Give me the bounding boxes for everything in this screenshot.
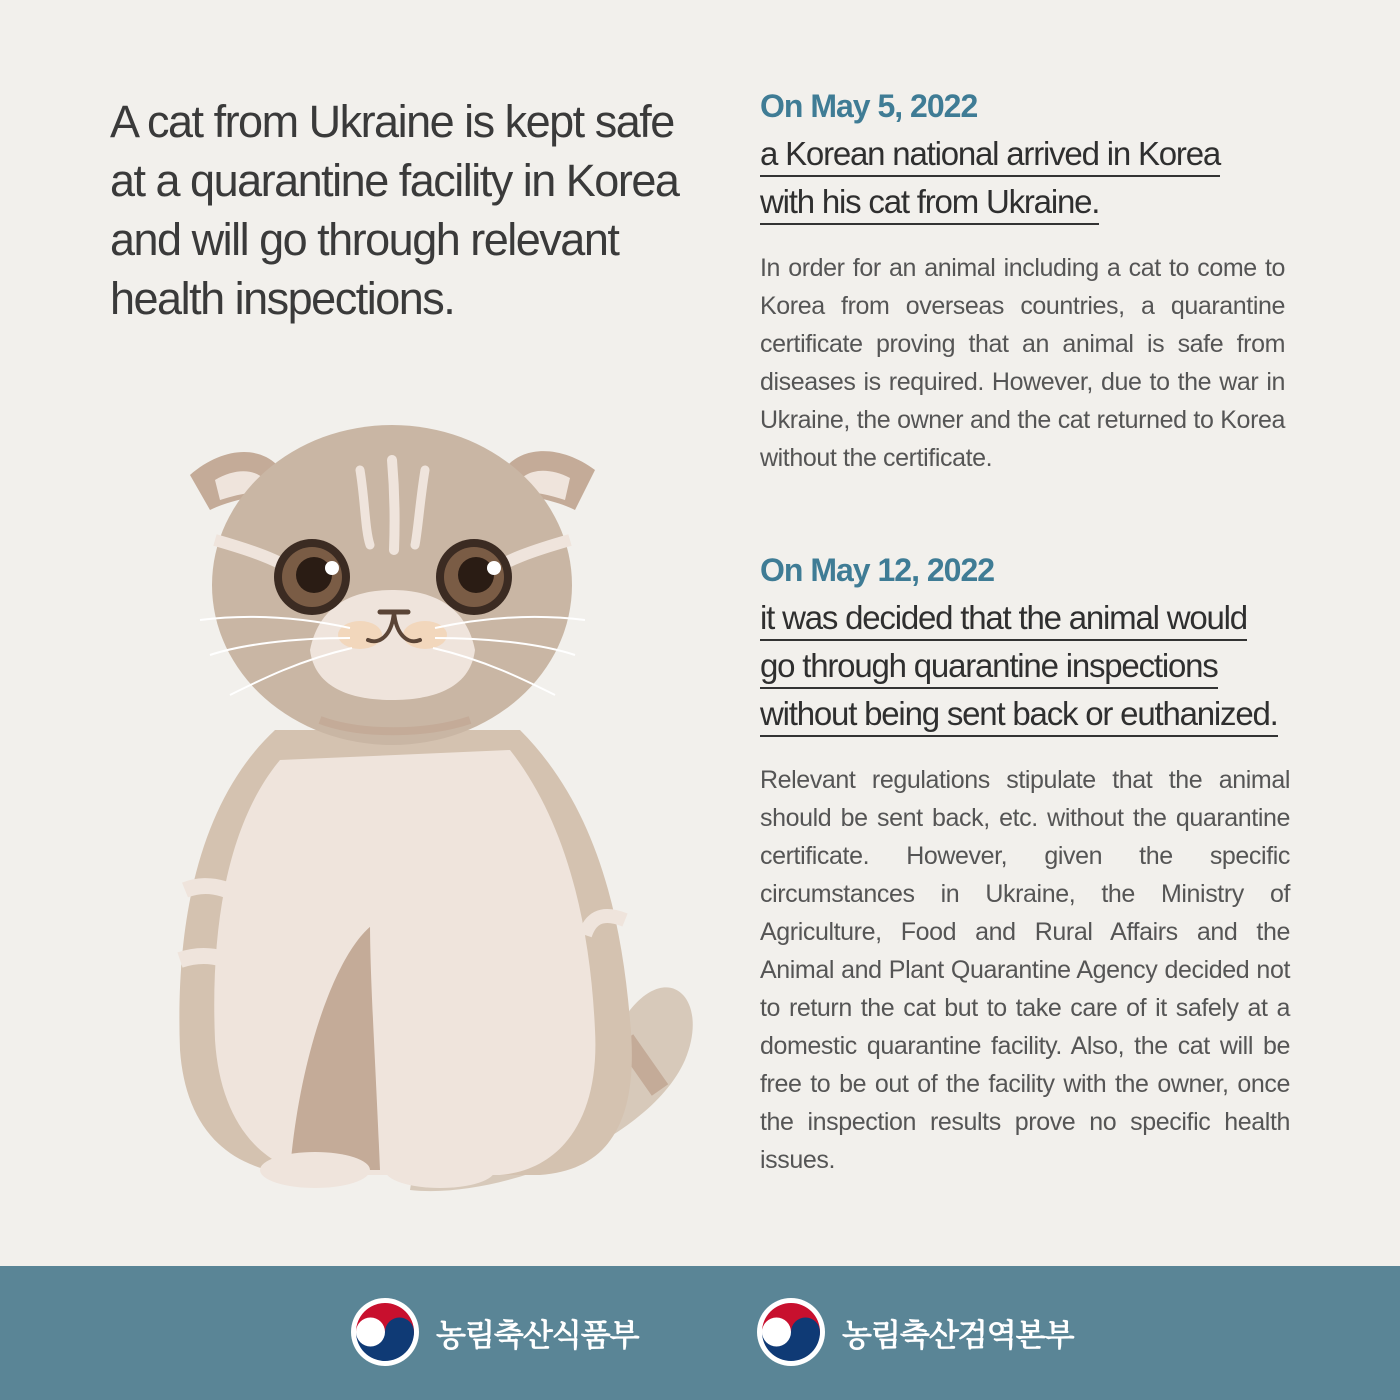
section-body: In order for an animal including a cat to come to Korea from overseas countries, a quarantine certificate proving that an animal is safe from diseases is required. However, due to the war in Ukraine, the owner and the cat returned to Korea without the certificate. <box>760 254 1285 472</box>
taegeuk-emblem-icon <box>350 1297 420 1367</box>
cat-illustration <box>170 400 710 1210</box>
section-subtitle <box>760 599 1320 641</box>
headline <box>110 92 720 328</box>
headline-line: at a quarantine facility in Korea <box>110 155 679 206</box>
section-date: On May 12, 2022 <box>760 552 995 588</box>
subtitle-line: it was decided that the animal would <box>760 599 1247 641</box>
section-date: On May 5, 2022 <box>760 88 978 124</box>
section-body: Relevant regulations stipulate that the animal should be sent back, etc. without the quarantine certificate. However, given the specific circumstances in Ukraine, the Ministry of Agriculture, Food and Rural Affairs and the Animal and Plant Quarantine Agency decided not to return the cat but to take care of it safely at a domestic quarantine facility. Also, the cat will be free to be out of the facility with the owner, once the inspection results prove no specific health issues. <box>760 766 1290 1174</box>
subtitle-line: go through quarantine inspections <box>760 647 1218 689</box>
section-subtitle <box>760 135 1320 177</box>
section-subtitle <box>760 695 1320 737</box>
footer <box>0 1266 1400 1400</box>
logo-text: 농림축산검역본부 <box>842 1317 1074 1354</box>
headline-line: and will go through relevant <box>110 214 619 265</box>
section-may-12 <box>760 552 1320 1179</box>
logo-agency <box>756 1296 1074 1368</box>
subtitle-line: a Korean national arrived in Korea <box>760 135 1220 177</box>
section-subtitle <box>760 183 1320 225</box>
right-eye <box>436 539 512 615</box>
subtitle-line: without being sent back or euthanized. <box>760 695 1278 737</box>
section-subtitle <box>760 647 1320 689</box>
logo-text: 농림축산식품부 <box>436 1317 639 1354</box>
taegeuk-emblem-icon <box>756 1297 826 1367</box>
logo-ministry <box>350 1296 639 1368</box>
subtitle-line: with his cat from Ukraine. <box>760 183 1099 225</box>
left-eye <box>274 539 350 615</box>
headline-line: A cat from Ukraine is kept safe <box>110 96 674 147</box>
section-may-5 <box>760 88 1320 477</box>
headline-line: health inspections. <box>110 273 455 324</box>
